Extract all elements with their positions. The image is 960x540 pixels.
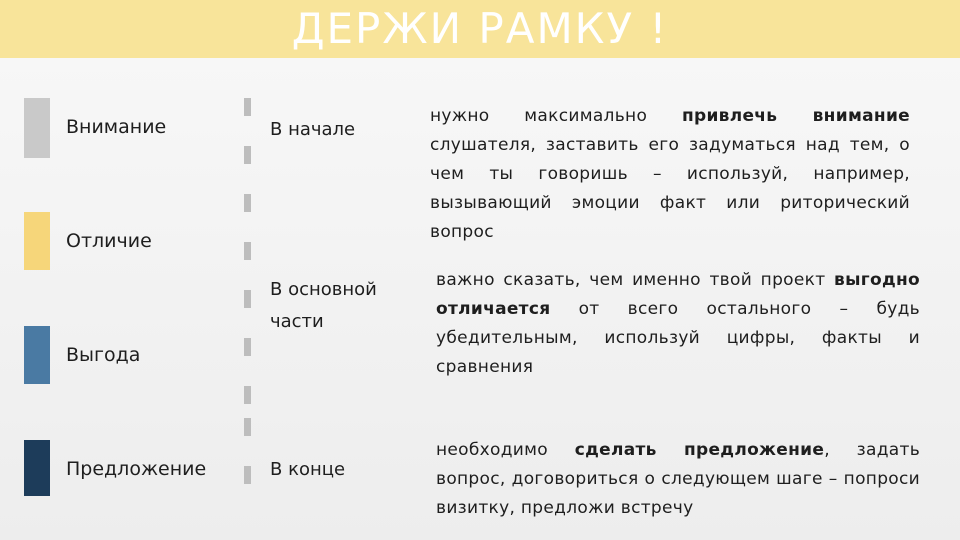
phase-end-description: необходимо сделать предложение, задать вопрос, договориться о следующем шаге – попроси визитку, предложи встречу [436,440,921,518]
phase-main-part-description: важно сказать, чем именно твой проект выгодно отличается от всего остального – будь убедительным, используй цифры, факты и сравнения [436,270,920,377]
benefit-color-bar [24,326,50,384]
divider-dash [244,418,251,436]
offer-color-bar [24,440,50,496]
phase-beginning-description: нужно максимально привлечь внимание слушателя, заставить его задуматься над тем, о чем ты говоришь – используй, например, вызывающий эмоции факт или риторический вопрос [430,106,910,242]
divider-dash [244,290,251,308]
category-attention-label: Внимание [66,116,167,138]
divider-dash [244,242,251,260]
divider-dash [244,146,251,164]
phase-end-label: В конце [270,459,346,480]
phase-beginning-label: В начале [270,119,356,140]
divider-dash [244,386,251,404]
divider-dash [244,98,251,116]
divider-dash [244,338,251,356]
difference-color-bar [24,212,50,270]
divider-dash [244,194,251,212]
phase-main-part-label: В основной части [270,279,377,332]
attention-color-bar [24,98,50,158]
divider-dash [244,466,251,484]
category-difference-label: Отличие [66,230,152,252]
category-offer-label: Предложение [66,458,207,480]
category-benefit-label: Выгода [66,344,141,366]
slide-title: ДЕРЖИ РАМКУ ! [291,4,669,53]
